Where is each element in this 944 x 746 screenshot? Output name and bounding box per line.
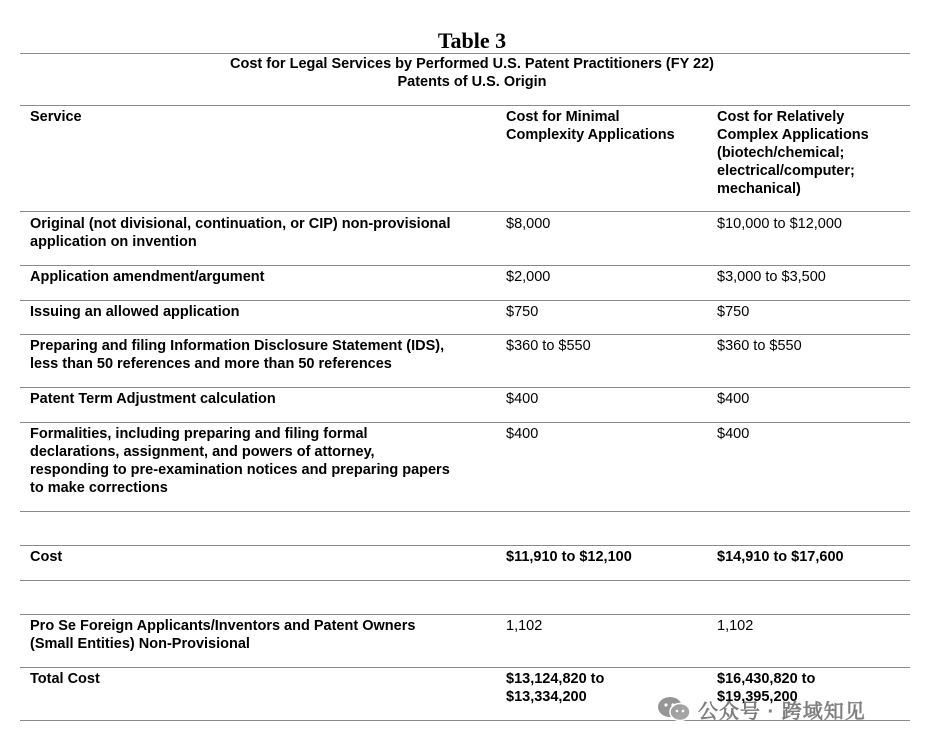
table-row-complex: $400: [717, 391, 750, 407]
table-row-minimal: $360 to $550: [506, 338, 591, 354]
table-row-minimal: $11,910 to $12,100: [506, 549, 632, 565]
table-row-service: Formalities, including preparing and filing formal declarations, assignment, and powers of attorney, responding to pre-examination notices and preparing papers to make corrections: [30, 426, 450, 496]
table-row-minimal: $400: [506, 391, 539, 407]
table-row-complex: $14,910 to $17,600: [717, 549, 844, 565]
table-row-complex: $360 to $550: [717, 338, 802, 354]
table-row-service: Total Cost: [30, 671, 100, 687]
table-row-service: Cost: [30, 549, 63, 565]
table-row-minimal: $400: [506, 426, 539, 442]
table-row-complex: 1,102: [717, 618, 754, 634]
column-header-complex: Cost for Relatively Complex Applications (biotech/chemical; electrical/computer; mechanical): [717, 109, 869, 197]
table-row-service: Original (not divisional, continuation, or CIP) non-provisional application on invention: [30, 216, 451, 250]
table-row-minimal: $2,000: [506, 269, 551, 285]
column-header-service: Service: [30, 109, 82, 125]
table-row-service: Issuing an allowed application: [30, 304, 240, 320]
table-row-complex: $16,430,820 to $19,395,200: [717, 671, 816, 705]
watermark: [656, 693, 926, 725]
table-row-service: Pro Se Foreign Applicants/Inventors and Patent Owners (Small Entities) Non-Provisional: [30, 618, 416, 652]
divider: [20, 53, 910, 54]
table-row-service: Preparing and filing Information Disclosure Statement (IDS), less than 50 references and more than 50 references: [30, 338, 445, 372]
divider: [20, 511, 910, 512]
table-title: Table 3: [437, 28, 507, 53]
divider: [20, 334, 910, 335]
table-row-minimal: $750: [506, 304, 539, 320]
divider: [20, 387, 910, 388]
divider: [20, 667, 910, 668]
divider: [20, 614, 910, 615]
divider: [20, 211, 910, 212]
table-row-minimal: $13,124,820 to $13,334,200: [506, 671, 605, 705]
wechat-icon: [656, 695, 692, 723]
table-row-minimal: $8,000: [506, 216, 551, 232]
divider: [20, 545, 910, 546]
table-subtitle: Cost for Legal Services by Performed U.S. Patent Practitioners (FY 22): [229, 56, 715, 72]
table-row-complex: $400: [717, 426, 750, 442]
column-header-minimal: Cost for Minimal Complexity Applications: [506, 109, 675, 143]
divider: [20, 422, 910, 423]
watermark-text: 公众号 · 跨域知见: [698, 700, 866, 723]
table-row-complex: $750: [717, 304, 750, 320]
divider: [20, 300, 910, 301]
divider: [20, 265, 910, 266]
divider: [20, 105, 910, 106]
table-subtitle-origin: Patents of U.S. Origin: [397, 74, 547, 90]
divider: [20, 580, 910, 581]
table-row-service: Application amendment/argument: [30, 269, 265, 285]
table-row-service: Patent Term Adjustment calculation: [30, 391, 276, 407]
table-row-minimal: 1,102: [506, 618, 543, 634]
table-row-complex: $3,000 to $3,500: [717, 269, 826, 285]
table-row-complex: $10,000 to $12,000: [717, 216, 842, 232]
